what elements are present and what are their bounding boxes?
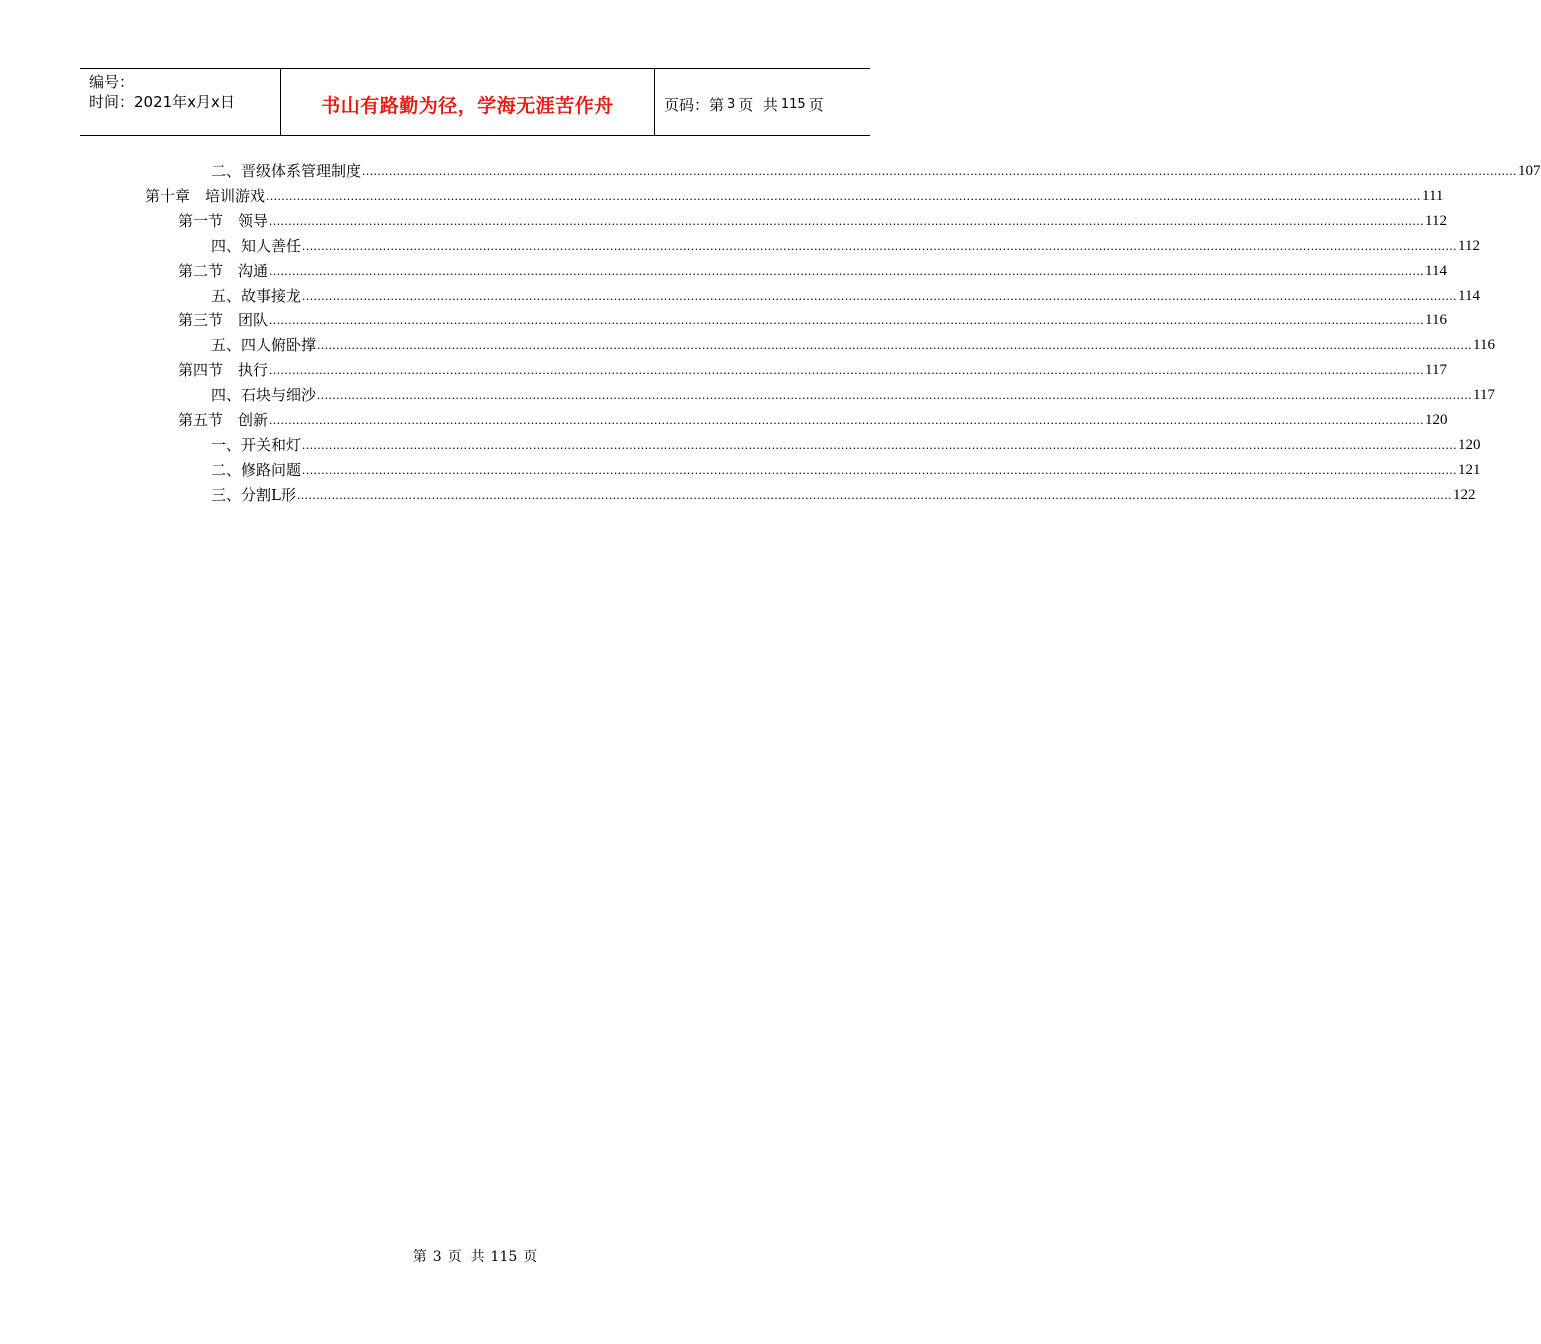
header-page-suffix: 页 [808, 95, 824, 114]
toc-entry-page: 111 [1422, 187, 1444, 204]
toc-entry-page: 107 [1518, 163, 1541, 179]
toc-leader-dots: ............................................................................................................................................................................................................................................................................................................ [362, 163, 1518, 178]
toc-entry[interactable] [178, 210, 1447, 232]
toc-entry-label: 第十章 培训游戏 [145, 186, 266, 205]
toc-entry-page: 120 [1425, 412, 1448, 428]
toc-entry-label: 五、四人俯卧撑 [211, 336, 317, 355]
toc-entry-page: 114 [1425, 262, 1447, 279]
toc-entry[interactable] [145, 185, 1444, 207]
toc-entry[interactable] [211, 484, 1476, 506]
toc-leader-dots: ............................................................................................................................................................................................................................................................................................................ [317, 387, 1473, 403]
toc-entry-page: 117 [1425, 362, 1447, 379]
footer-current: 3 [432, 1249, 442, 1265]
toc-entry[interactable] [211, 334, 1495, 356]
footer-suffix: 页 [523, 1249, 538, 1265]
toc-leader-dots: ............................................................................................................................................................................................................................................................................................................ [269, 412, 1425, 427]
header-meta [80, 69, 281, 135]
toc-entry-page: 116 [1473, 337, 1495, 354]
toc-entry[interactable] [211, 160, 1541, 182]
toc-entry-page: 116 [1425, 312, 1447, 329]
toc-leader-dots: ............................................................................................................................................................................................................................................................................................................ [269, 312, 1425, 328]
header-motto: 书山有路勤为径，学海无涯苦作舟 [321, 94, 614, 117]
toc-entry-label: 五、故事接龙 [211, 286, 302, 305]
toc-entry-page: 114 [1458, 287, 1480, 304]
footer-total: 115 [490, 1249, 518, 1265]
header-page-total: 115 [780, 96, 806, 112]
header-page-current: 3 [727, 96, 736, 112]
toc-leader-dots: ............................................................................................................................................................................................................................................................................................................ [269, 362, 1425, 378]
header-page-mid: 页 共 [738, 95, 778, 114]
toc-entry-page: 122 [1452, 486, 1476, 503]
toc-leader-dots: ............................................................................................................................................................................................................................................................................................................ [269, 212, 1425, 228]
toc-entry-label: 第四节 执行 [178, 361, 269, 380]
toc-entry[interactable] [178, 359, 1447, 381]
toc-entry-label: 二、晋级体系管理制度 [211, 162, 362, 180]
toc-entry-page: 112 [1425, 212, 1447, 229]
header-page-info [655, 69, 870, 135]
toc-leader-dots: ............................................................................................................................................................................................................................................................................................................ [302, 461, 1458, 477]
toc-entry[interactable] [178, 260, 1447, 282]
footer-prefix: 第 [412, 1249, 427, 1265]
page-header [80, 68, 870, 136]
toc-entry[interactable] [178, 409, 1448, 431]
toc-leader-dots: ............................................................................................................................................................................................................................................................................................................ [317, 337, 1473, 353]
toc-entry-label: 三、分割L形 [211, 485, 296, 504]
toc-leader-dots: ............................................................................................................................................................................................................................................................................................................ [269, 262, 1425, 278]
toc-entry-label: 第一节 领导 [178, 211, 269, 230]
toc-entry-page: 117 [1473, 387, 1495, 404]
toc-entry[interactable] [211, 285, 1480, 307]
toc-leader-dots: ............................................................................................................................................................................................................................................................................................................ [302, 237, 1458, 253]
footer-mid: 页 共 [447, 1249, 485, 1265]
toc-leader-dots: ............................................................................................................................................................................................................................................................................................................ [302, 287, 1458, 303]
number-label: 编号： [89, 73, 135, 91]
toc-entry-label: 第三节 团队 [178, 311, 269, 330]
toc-entry[interactable] [178, 309, 1447, 331]
toc-entry-label: 二、修路问题 [211, 460, 302, 479]
toc-entry-page: 112 [1458, 237, 1480, 254]
toc-entry[interactable] [211, 434, 1481, 456]
toc-leader-dots: ............................................................................................................................................................................................................................................................................................................ [302, 436, 1458, 452]
toc-entry-page: 121 [1458, 461, 1481, 478]
header-page-prefix: 页码：第 [664, 95, 725, 114]
time-label: 时间：2021年x月x日 [89, 93, 235, 111]
header-motto-cell [281, 69, 655, 135]
toc-entry-label: 第二节 沟通 [178, 261, 269, 280]
toc-entry[interactable] [211, 459, 1481, 481]
toc-entry-label: 四、石块与细沙 [211, 386, 317, 405]
page-footer [0, 1246, 950, 1266]
toc-entry-page: 120 [1458, 436, 1481, 453]
toc-entry[interactable] [211, 235, 1480, 257]
toc-entry-label: 第五节 创新 [178, 411, 269, 429]
toc-leader-dots: ............................................................................................................................................................................................................................................................................................................ [296, 486, 1452, 502]
toc-leader-dots: ............................................................................................................................................................................................................................................................................................................ [266, 187, 1422, 203]
toc-entry[interactable] [211, 384, 1495, 406]
toc-entry-label: 四、知人善任 [211, 236, 302, 255]
toc-entry-label: 一、开关和灯 [211, 435, 302, 454]
